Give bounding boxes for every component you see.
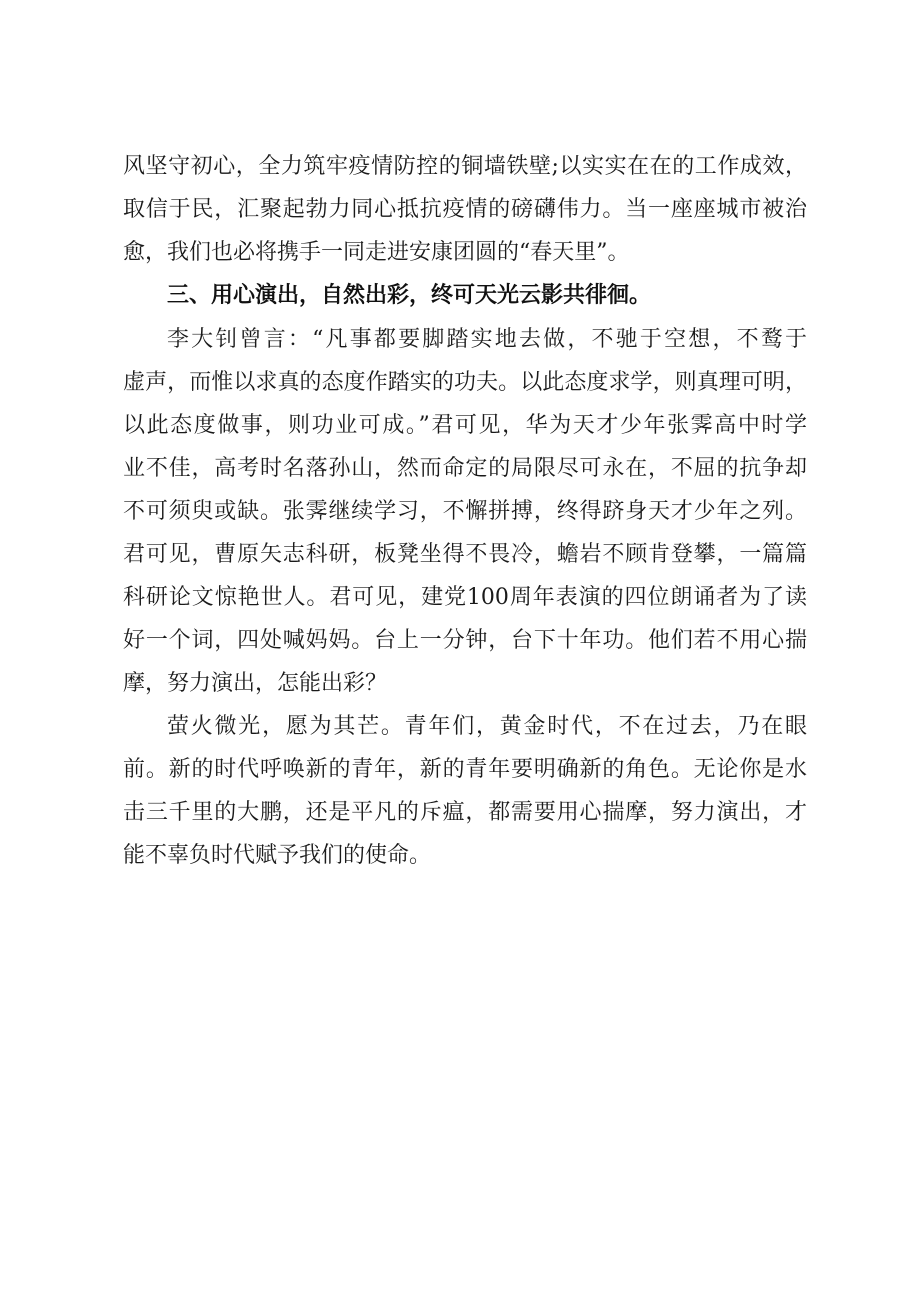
text-line: 风坚守初心，全力筑牢疫情防控的铜墙铁壁;以实实在在的工作成效， <box>123 154 807 179</box>
section-heading: 三、用心演出，自然出彩，终可天光云影共徘徊。 <box>167 283 652 308</box>
text-line: 李大钊曾言：“凡事都要脚踏实地去做，不驰于空想，不鹜于 <box>167 327 807 352</box>
paragraph-conclusion <box>123 705 807 877</box>
text-line: 业不佳，高考时名落孙山，然而命定的局限尽可永在，不屈的抗争却 <box>123 456 807 481</box>
text-line: 前。新的时代呼唤新的青年，新的青年要明确新的角色。无论你是水 <box>123 757 807 782</box>
text-line: 以此态度做事，则功业可成。”君可见，华为天才少年张霁高中时学 <box>123 413 807 438</box>
document-body <box>123 145 807 877</box>
text-line: 愈，我们也必将携手一同走进安康团圆的“春天里”。 <box>123 240 630 265</box>
text-line: 虚声，而惟以求真的态度作踏实的功夫。以此态度求学，则真理可明， <box>123 370 807 395</box>
text-line: 能不辜负时代赋予我们的使命。 <box>123 843 432 868</box>
text-line: 科研论文惊艳世人。君可见，建党100周年表演的四位朗诵者为了读 <box>123 585 807 610</box>
text-line: 不可须臾或缺。张霁继续学习，不懈拼搏，终得跻身天才少年之列。 <box>123 499 807 524</box>
text-line: 好一个词，四处喊妈妈。台上一分钟，台下十年功。他们若不用心揣 <box>123 628 807 653</box>
text-line: 萤火微光，愿为其芒。青年们，黄金时代，不在过去，乃在眼 <box>167 714 807 739</box>
text-line: 君可见，曹原矢志科研，板凳坐得不畏冷，蟾岩不顾肯登攀，一篇篇 <box>123 542 807 567</box>
text-line: 击三千里的大鹏，还是平凡的斥瘟，都需要用心揣摩，努力演出，才 <box>123 800 807 825</box>
paragraph-li-dazhao <box>123 318 807 705</box>
text-line: 摩，努力演出，怎能出彩？ <box>123 671 388 696</box>
text-line: 取信于民，汇聚起勃力同心抵抗疫情的磅礴伟力。当一座座城市被治 <box>123 197 807 222</box>
paragraph-continuation <box>123 145 807 274</box>
